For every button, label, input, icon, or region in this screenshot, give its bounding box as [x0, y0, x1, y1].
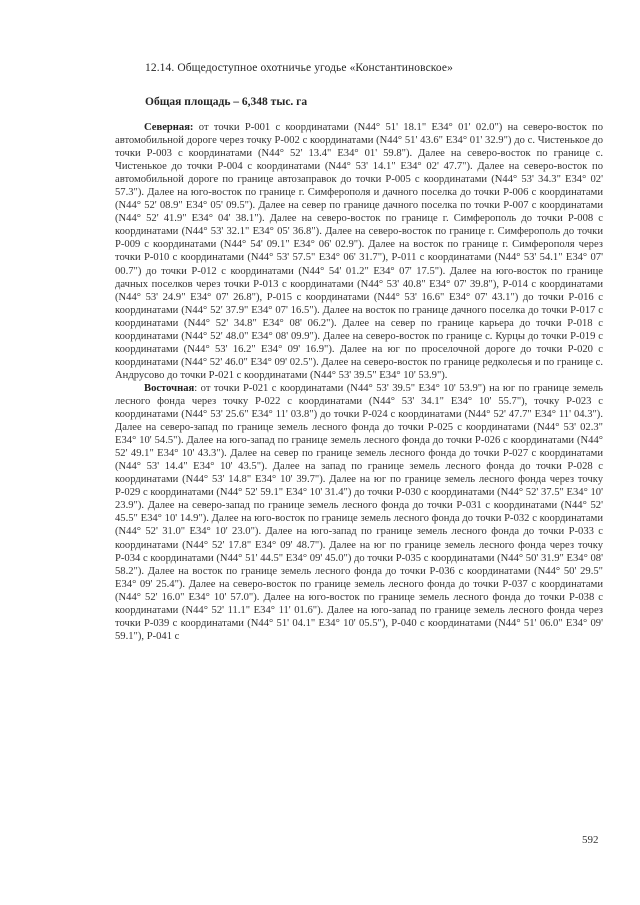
total-area: Общая площадь – 6,348 тыс. га [145, 96, 308, 108]
paragraph-east [115, 382, 603, 643]
page-number: 592 [582, 834, 599, 846]
section-label-north: Северная: [144, 122, 194, 133]
paragraph-north [115, 121, 603, 382]
boundary-description [115, 121, 603, 643]
section-label-east: Восточная [144, 382, 195, 394]
section-heading: 12.14. Общедоступное охотничье угодье «Константиновское» [145, 62, 453, 74]
section-text-east: : от точки Р-021 с координатами (N44° 53' 39.5" E34° 10' 53.9") на юг по границе земель лесного фонда через точку Р-022 с координатами (N44° 53' 34.1" E34° 10' 55.7"), точку Р-023 с координатами (N44° 53' 25.6" E34° 11' 03.8") до точки Р-024 с координатами (N44° 52' 47.7" E34° 11' 04.3"). Далее на северо-запад по границе земель лесного фонда до точки Р-025 с координатами (N44° 53' 02.3" E34° 10' 54.5"). Далее на юго-запад по границе земель лесного фонда до точки Р-026 с координатами (N44° 52' 49.1" E34° 10' 43.3"). Далее на север по границе земель лесного фонда до точки Р-027 с координатами (N44° 53' 14.4" E34° 10' 43.5"). Далее на запад по границе земель лесного фонда до точки Р-028 с координатами (N44° 53' 14.8" E34° 10' 39.7"). Далее на юг по границе земель лесного фонда через точку Р-029 с координатами (N44° 52' 59.1" E34° 10' 31.4") до точки Р-030 с координатами (N44° 52' 37.5" E34° 10' 23.9"). Далее на северо-запад по границе земель лесного фонда до точки Р-031 с координатами (N44° 52' 45.5" E34° 10' 14.9"). Далее на юго-восток по границе земель лесного фонда до точки Р-032 с координатами (N44° 52' 31.0" E34° 10' 23.0"). Далее на юго-запад по границе земель лесного фонда до точки Р-033 с координатами (N44° 52' 17.8" E34° 09' 48.7"). Далее на юг по границе земель лесного фонда через точку Р-034 с координатами (N44° 51' 44.5" E34° 09' 45.0") до точки Р-035 с координатами (N44° 50' 31.9" E34° 08' 58.2"). Далее на восток по границе земель лесного фонда до точки Р-036 с координатами (N44° 50' 29.5" E34° 09' 25.4"). Далее на северо-восток по границе земель лесного фонда до точки Р-037 с координатами (N44° 52' 16.0" E34° 10' 57.0"). Далее на юго-восток по границе земель лесного фонда до точки Р-038 с координатами (N44° 52' 11.1" E34° 11' 01.6"). Далее на юго-запад по границе земель лесного фонда через точки Р-039 с координатами (N44° 51' 04.1" E34° 10' 05.5"), Р-040 с координатами (N44° 51' 06.0" E34° 09' 59.1"), Р-041 с [115, 382, 603, 642]
section-text-north: от точки Р-001 с координатами (N44° 51' 18.1" E34° 01' 02.0") на северо-восток по автомобильной дороге через точку Р-002 с координатами (N44° 51' 43.6" E34° 01' 32.9") до с. Чистенькое до точки Р-003 с координатами (N44° 52' 13.4" E34° 01' 59.8"). Далее на северо-восток по границе с. Чистенькое до точки Р-004 с координатами (N44° 53' 14.1" E34° 02' 47.7"). Далее на северо-восток по автомобильной дороге по границе автозаправок до точки Р-005 с координатами (N44° 53' 34.3" E34° 02' 57.3"). Далее на юго-восток по границе г. Симферополя и дачного поселка до точки Р-006 с координатами (N44° 52' 08.9" E34° 05' 09.5"). Далее на север по границе дачного поселка по точки Р-007 с координатами (N44° 52' 41.9" E34° 04' 38.1"). Далее на северо-восток по границе г. Симферополь до точки Р-008 с координатами (N44° 53' 32.1" E34° 05' 36.8"). Далее на северо-восток по границе г. Симферополь до точки Р-009 с координатами (N44° 54' 09.1" E34° 06' 02.9"). Далее на восток по границе г. Симферополя через точки Р-010 с координатами (N44° 53' 57.5" E34° 06' 31.7"), Р-011 с координатами (N44° 53' 54.1" E34° 07' 00.7") до точки Р-012 с координатами (N44° 54' 01.2" E34° 07' 17.5"). Далее на юго-восток по границе дачных поселков через точки Р-013 с координатами (N44° 53' 40.8" E34° 07' 39.8"), Р-014 с координатами (N44° 53' 24.9" E34° 07' 26.8"), Р-015 с координатами (N44° 53' 16.6" E34° 07' 43.1") до точки Р-016 с координатами (N44° 52' 37.9" E34° 07' 16.5"). Далее на восток по границе дачного поселка до точки Р-017 с координатами (N44° 52' 34.8" E34° 08' 06.2"). Далее на север по границе карьера до точки Р-018 с координатами (N44° 52' 48.0" E34° 08' 09.9"). Далее на северо-восток по границе с. Курцы до точки Р-019 с координатами (N44° 53' 16.2" E34° 09' 16.9"). Далее на юг по проселочной дороге до точки Р-020 с координатами (N44° 52' 46.0" E34° 09' 02.5"). Далее на северо-восток по границе редколесья и по границе с. Андрусово до точки Р-021 с координатами (N44° 53' 39.5" E34° 10' 53.9"). [115, 122, 603, 381]
